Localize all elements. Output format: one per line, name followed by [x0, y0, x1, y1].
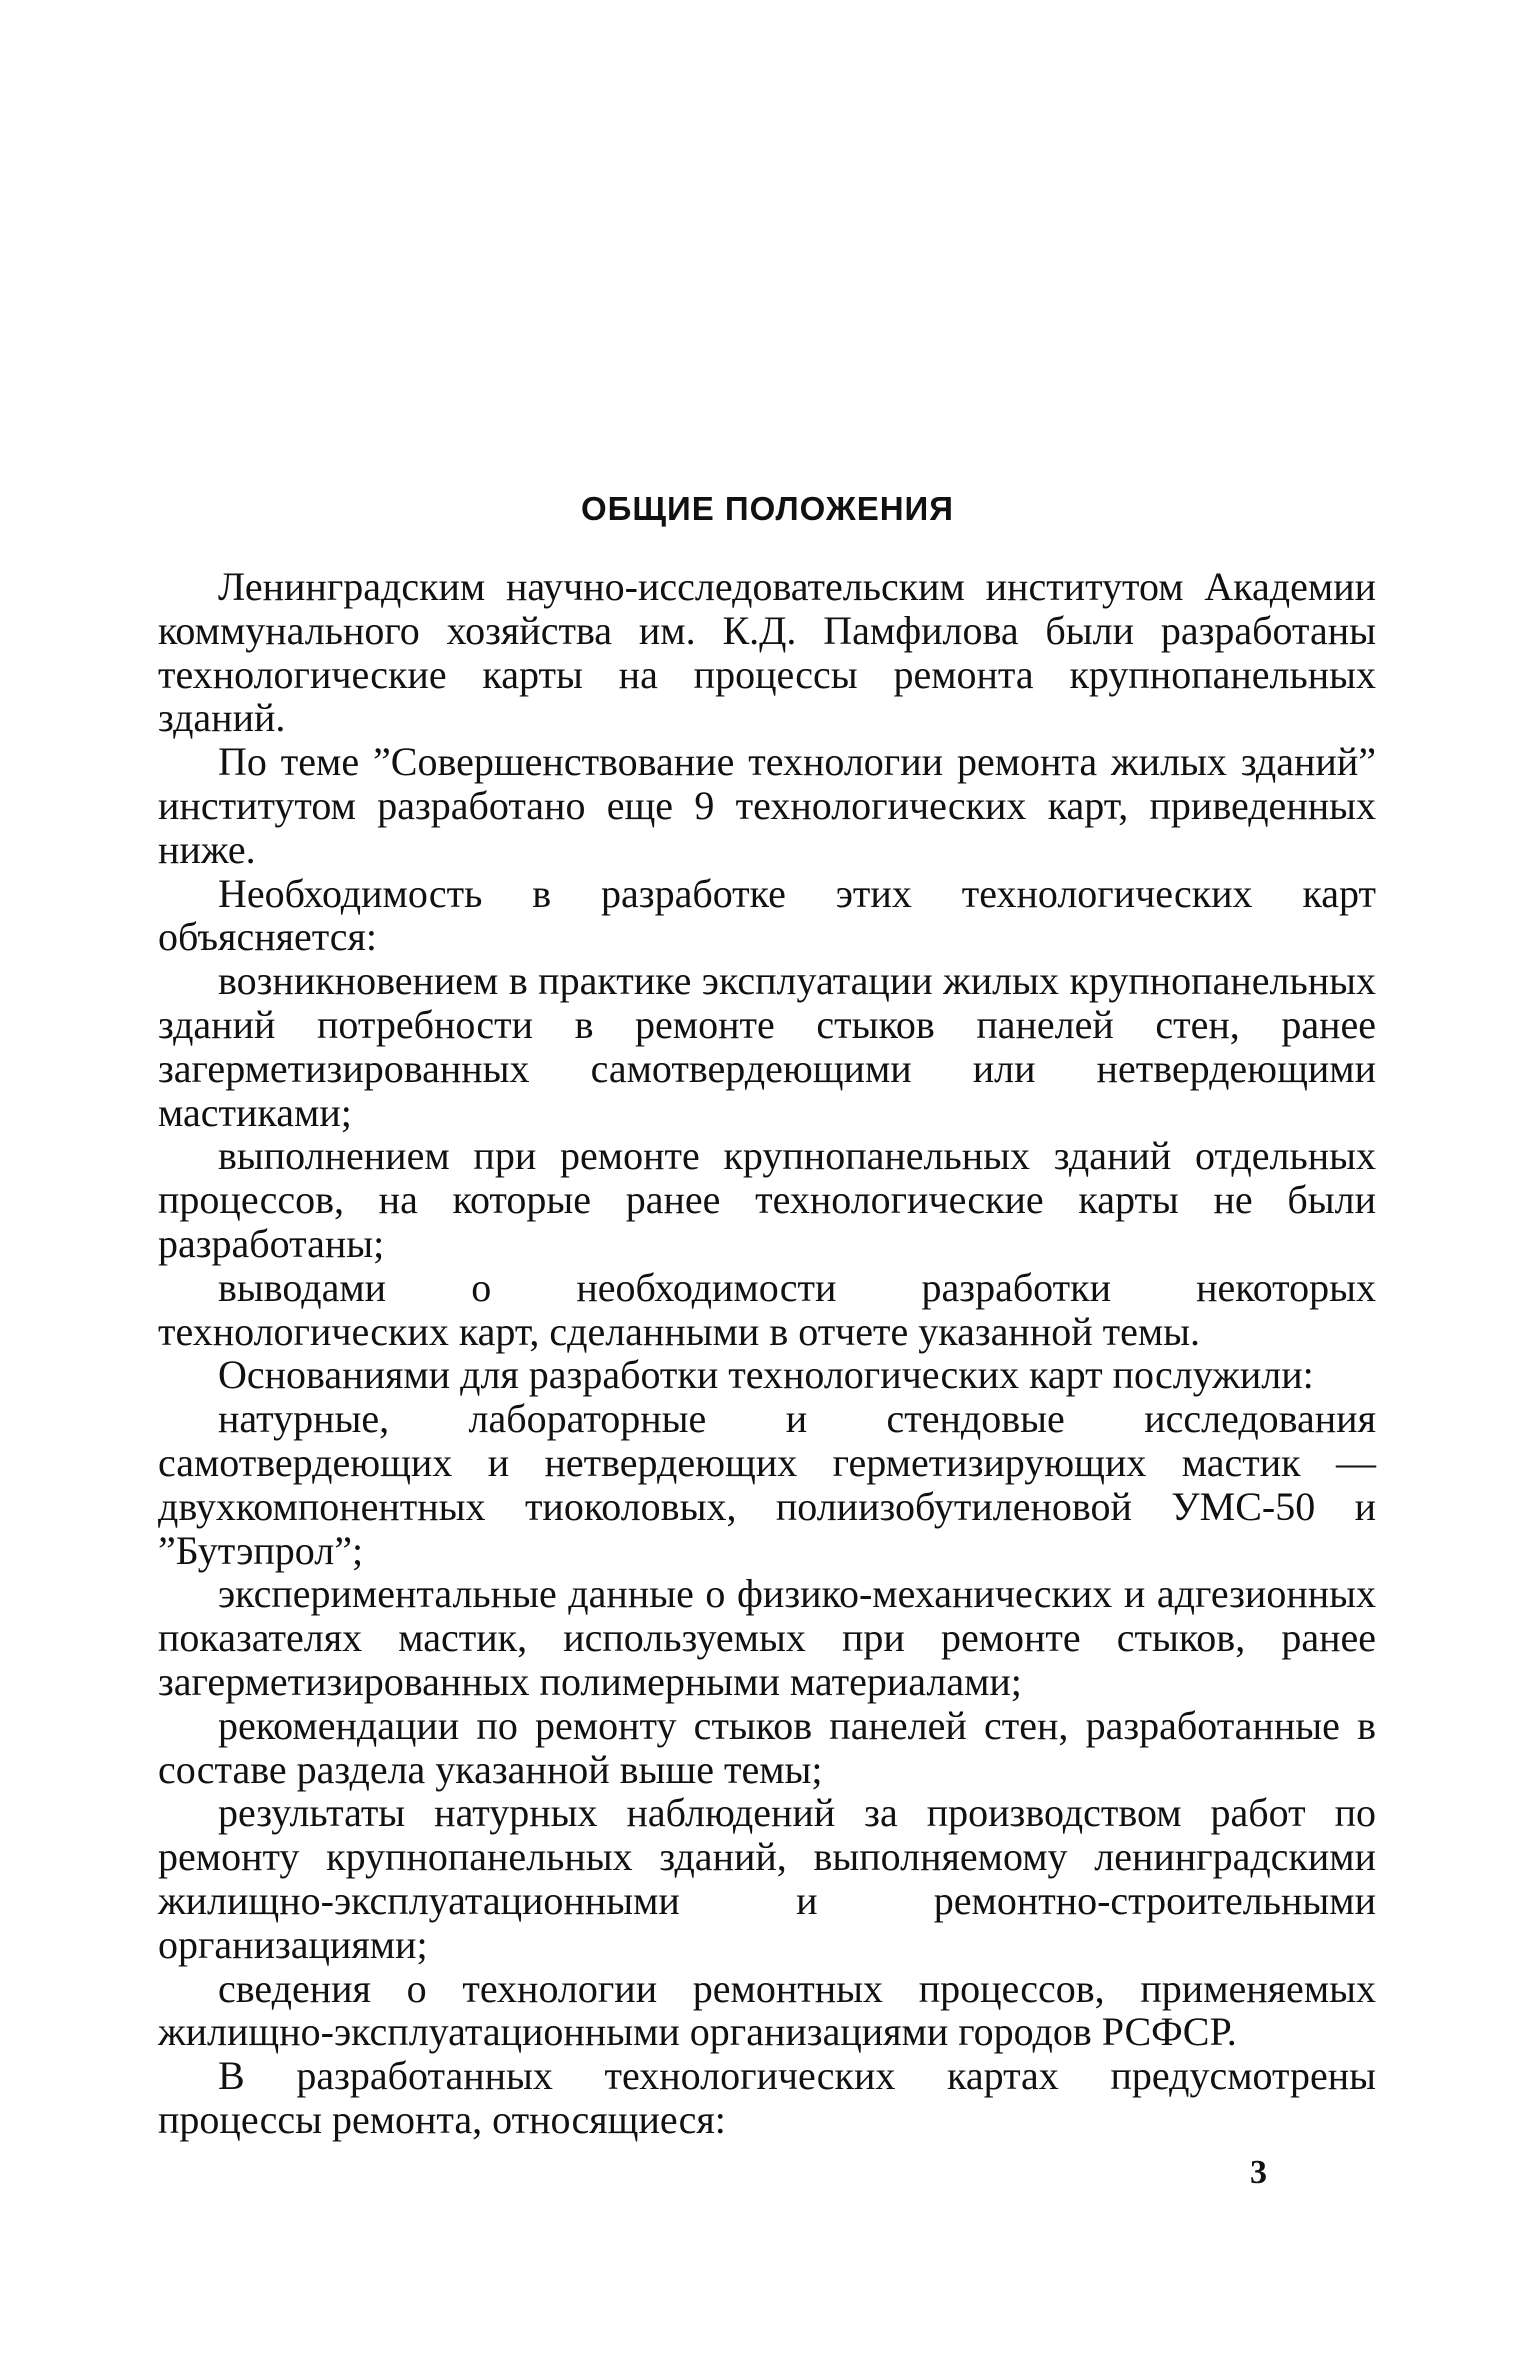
body-text — [158, 565, 1376, 2142]
list-item: рекомендации по ремонту стыков панелей стен, разработанные в составе раздела указанной выше темы; — [158, 1702, 1376, 1792]
paragraph-processes: В разработанных технологических картах предусмотрены процессы ремонта, относящиеся: — [158, 2053, 1376, 2142]
list-item: результаты натурных наблюдений за производством работ по ремонту крупнопанельных зданий, выполняемому ленинградскими жилищно-эксплуатационными и ремонтно-строительными организациями; — [158, 1790, 1376, 1967]
paragraph-grounds: Основаниями для разработки технологических карт послужили: — [218, 1352, 1314, 1398]
list-item: возникновением в практике эксплуатации жилых крупнопанельных зданий потребности в ремонте стыков панелей стен, ранее загерметизированных самотвердеющими или нетвердеющими мастиками; — [158, 958, 1376, 1135]
list-item: выводами о необходимости разработки некоторых технологических карт, сделанными в отчете указанной темы. — [158, 1264, 1376, 1354]
list-item: выполнением при ремонте крупнопанельных зданий отдельных процессов, на которые ранее технологические карты не были разработаны; — [158, 1133, 1376, 1266]
paragraph-topic: По теме ”Совершенствование технологии ремонта жилых зданий” институтом разработано еще 9 технологических карт, приведенных ниже. — [158, 739, 1376, 872]
section-heading: ОБЩИЕ ПОЛОЖЕНИЯ — [581, 490, 954, 527]
page-number: 3 — [1250, 2154, 1267, 2191]
paragraph-necessity: Необходимость в разработке этих технологических карт объясняется: — [158, 870, 1376, 960]
list-item: экспериментальные данные о физико-механических и адгезионных показателях мастик, используемых при ремонте стыков, ранее загерметизированных полимерными материалами; — [158, 1571, 1376, 1704]
paragraph-intro: Ленинградским научно-исследовательским институтом Академии коммунального хозяйства им. К.Д. Памфилова были разработаны технологические карты на процессы ремонта крупнопанельных зданий. — [158, 564, 1376, 741]
list-item: сведения о технологии ремонтных процессов, применяемых жилищно-эксплуатационными организациями городов РСФСР. — [158, 1965, 1376, 2055]
list-item: натурные, лабораторные и стендовые исследования самотвердеющих и нетвердеющих герметизирующих мастик — двухкомпонентных тиоколовых, полиизобутиленовой УМС-50 и ”Бутэпрол”; — [158, 1396, 1376, 1573]
